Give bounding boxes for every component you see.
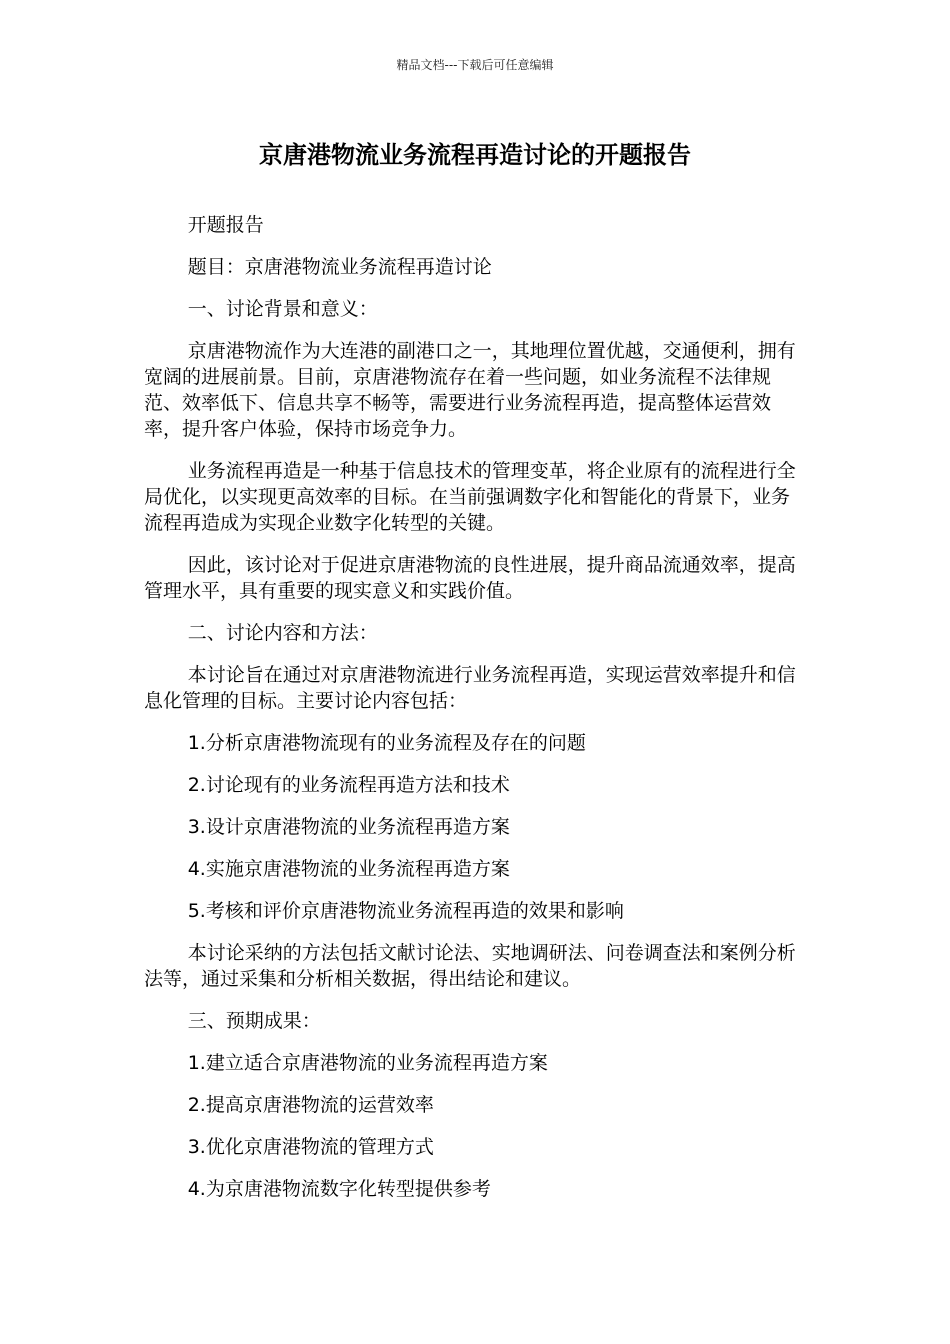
- document-title: 京唐港物流业务流程再造讨论的开题报告: [259, 141, 691, 169]
- paragraph-background-1: 京唐港物流作为大连港的副港口之一，其地理位置优越，交通便利，拥有宽阔的进展前景。目前，京唐港物流存在着一些问题，如业务流程不法律规范、效率低下、信息共享不畅等，需要进行业务流程再造，提高整体运营效率，提升客户体验，保持市场竞争力。: [144, 340, 796, 440]
- section-heading-results: 三、预期成果：: [187, 1010, 321, 1032]
- list-item: 3.设计京唐港物流的业务流程再造方案: [187, 816, 510, 838]
- list-item: 4.实施京唐港物流的业务流程再造方案: [187, 858, 510, 880]
- paragraph-content-intro: 本讨论旨在通过对京唐港物流进行业务流程再造，实现运营效率提升和信息化管理的目标。主要讨论内容包括：: [144, 664, 796, 712]
- list-item: 3.优化京唐港物流的管理方式: [187, 1136, 434, 1158]
- paragraph-methods: 本讨论采纳的方法包括文献讨论法、实地调研法、问卷调查法和案例分析法等，通过采集和分析相关数据，得出结论和建议。: [144, 942, 796, 990]
- list-item: 2.讨论现有的业务流程再造方法和技术: [187, 774, 510, 796]
- paragraph-background-3: 因此，该讨论对于促进京唐港物流的良性进展，提升商品流通效率，提高管理水平，具有重要的现实意义和实践价值。: [144, 554, 796, 602]
- list-item: 1.建立适合京唐港物流的业务流程再造方案: [187, 1052, 548, 1074]
- page-header-note: 精品文档---下载后可任意编辑: [396, 58, 554, 72]
- paragraph-background-2: 业务流程再造是一种基于信息技术的管理变革，将企业原有的流程进行全局优化，以实现更高效率的目标。在当前强调数字化和智能化的背景下，业务流程再造成为实现企业数字化转型的关键。: [144, 460, 796, 534]
- list-item: 4.为京唐港物流数字化转型提供参考: [187, 1178, 491, 1200]
- list-item: 5.考核和评价京唐港物流业务流程再造的效果和影响: [187, 900, 624, 922]
- section-heading-content: 二、讨论内容和方法：: [187, 622, 378, 644]
- section-heading-background: 一、讨论背景和意义：: [187, 298, 378, 320]
- list-item: 2.提高京唐港物流的运营效率: [187, 1094, 434, 1116]
- list-item: 1.分析京唐港物流现有的业务流程及存在的问题: [187, 732, 586, 754]
- paragraph-topic: 题目：京唐港物流业务流程再造讨论: [187, 256, 492, 278]
- paragraph-label: 开题报告: [187, 214, 264, 236]
- document-body: [144, 212, 806, 1218]
